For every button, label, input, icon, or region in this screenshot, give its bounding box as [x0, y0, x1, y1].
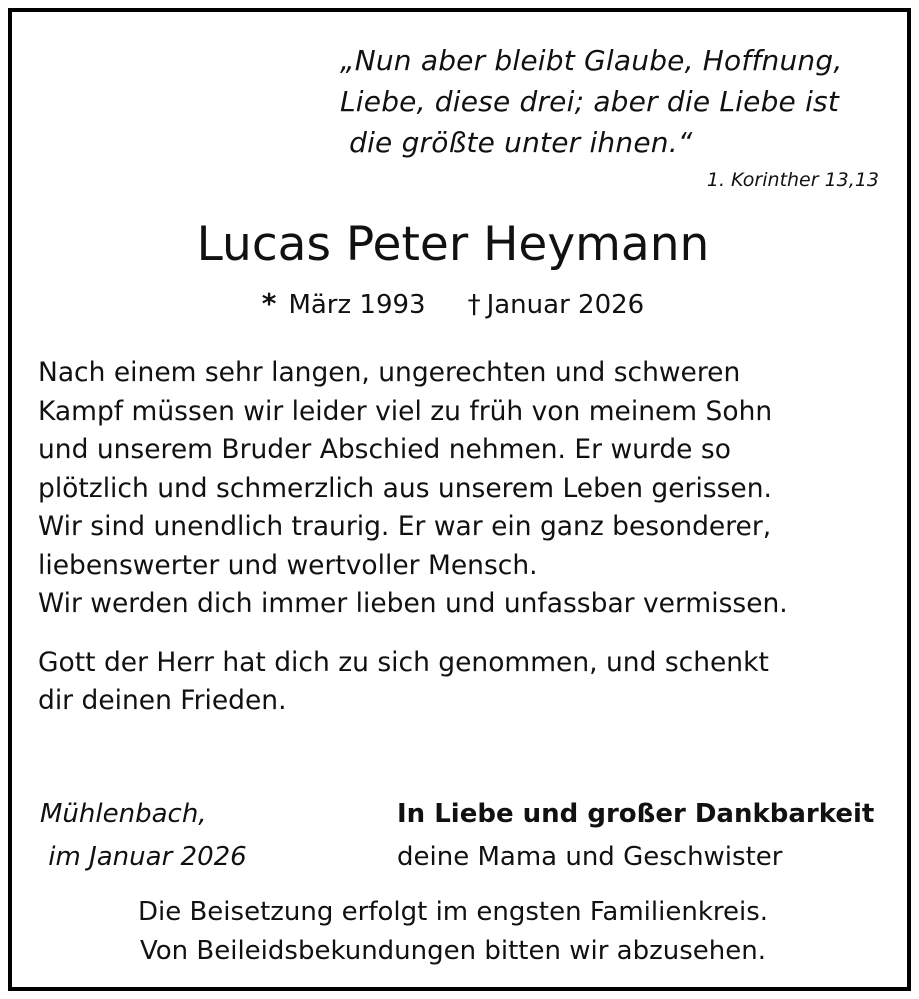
quote-line: die größte unter ihnen.“ [340, 126, 693, 159]
place-and-date [40, 793, 247, 879]
signature-heading: In Liebe und großer Dankbarkeit [397, 799, 875, 829]
birth-star-icon: * [261, 287, 277, 320]
text-line: plötzlich und schmerzlich aus unserem Leben gerissen. [38, 472, 772, 504]
birth-date-text: März 1993 [288, 290, 426, 320]
place: Mühlenbach, [40, 799, 207, 829]
quote-line: „Nun aber bleibt Glaube, Hoffnung, [340, 44, 843, 77]
death-date [468, 290, 645, 320]
life-dates [0, 286, 906, 323]
text-line: Wir sind unendlich traurig. Er war ein ganz besonderer, [38, 511, 772, 542]
text-line: Gott der Herr hat dich zu sich genommen, und schenkt [38, 646, 769, 678]
death-date-text: Januar 2026 [486, 290, 645, 320]
paragraph-farewell [38, 354, 898, 585]
text-line: Kampf müssen wir leider viel zu früh von meinem Sohn [38, 395, 773, 427]
text-line: Nach einem sehr langen, ungerechten und schweren [38, 357, 741, 388]
date: im Januar 2026 [40, 842, 247, 872]
signature-names: deine Mama und Geschwister [397, 842, 783, 872]
death-cross-icon: † [467, 290, 481, 320]
quote-source: 1. Korinther 13,13 [706, 169, 879, 191]
obituary-text [38, 354, 898, 721]
signature-block [397, 793, 874, 879]
text-line: liebenswerter und wertvoller Mensch. [38, 549, 538, 581]
bible-quote [340, 40, 880, 163]
funeral-notice [0, 893, 906, 971]
footer-line: Die Beisetzung erfolgt im engsten Familienkreis. [137, 897, 769, 927]
paragraph-faith [38, 644, 898, 721]
footer-line: Von Beileidsbekundungen bitten wir abzusehen. [139, 936, 766, 966]
paragraph-missing: Wir werden dich immer lieben und unfassbar vermissen. [38, 588, 788, 619]
text-line: und unserem Bruder Abschied nehmen. Er wurde so [38, 434, 731, 465]
deceased-name: Lucas Peter Heymann [196, 217, 710, 272]
birth-date [261, 287, 426, 320]
quote-line: Liebe, diese drei; aber die Liebe ist [340, 85, 840, 118]
text-line: dir deinen Frieden. [38, 685, 287, 716]
